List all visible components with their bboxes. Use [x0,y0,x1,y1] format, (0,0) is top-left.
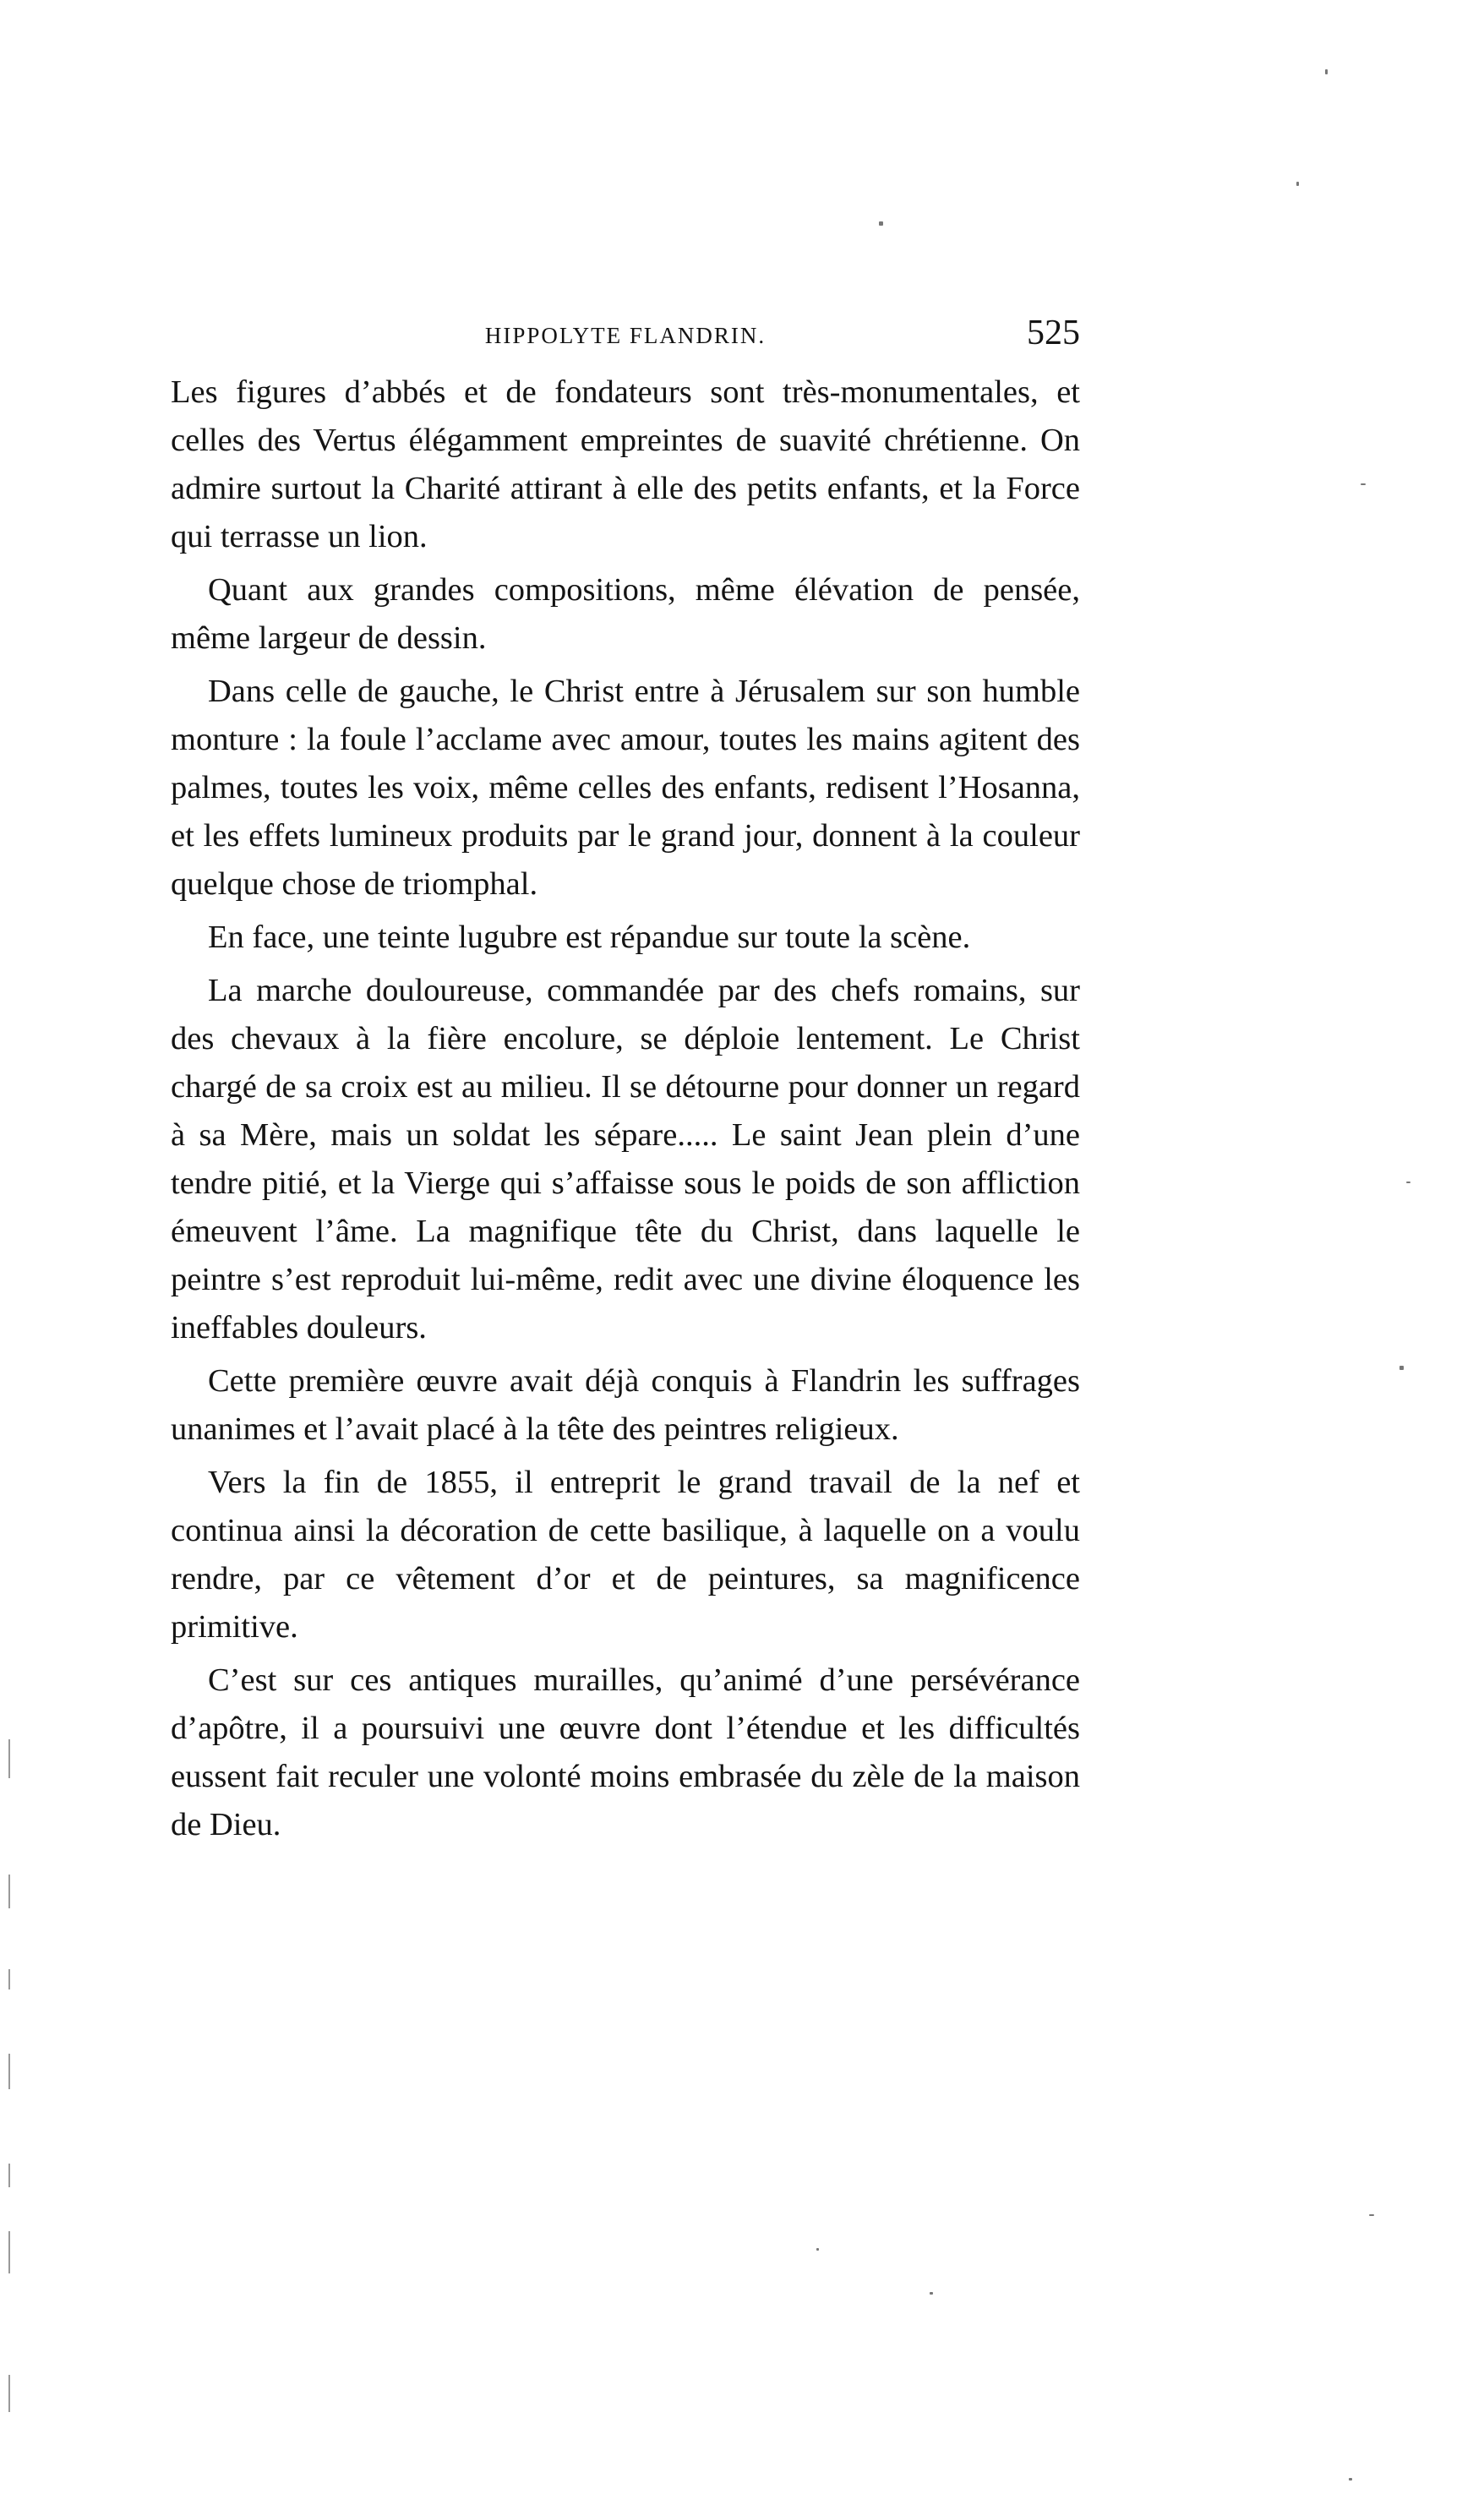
scan-speck [1325,69,1328,74]
scan-speck [1406,1182,1410,1183]
scan-speck [1369,2214,1374,2216]
running-title: HIPPOLYTE FLANDRIN. [484,323,767,348]
paragraph-8: C’est sur ces antiques murailles, qu’animé d’une persévérance d’apôtre, il a poursuivi une œuvre dont l’étendue et les difficultés eussent fait reculer une volonté moins embrasée du zèle de la maison de Dieu. [171,1662,1080,1842]
paragraph-7: Vers la fin de 1855, il entreprit le grand travail de la nef et continua ainsi la décoration de cette basilique, à laquelle on a voulu rendre, par ce vêtement d’or et de peintures, sa magnificence primitive. [171,1465,1080,1645]
scan-edge-mark [8,2375,10,2412]
paragraph-1: Les figures d’abbés et de fondateurs sont très-monumentales, et celles des Vertus élégamment empreintes de suavité chrétienne. On admire surtout la Charité attirant à elle des petits enfants, et la Force qui terrasse un lion. [171,374,1080,554]
scan-speck [1361,483,1366,485]
scan-speck [1296,182,1299,186]
scan-edge-mark [8,1739,10,1778]
paragraph-3: Dans celle de gauche, le Christ entre à Jérusalem sur son humble monture : la foule l’acclame avec amour, toutes les mains agitent des palmes, toutes les voix, même celles des enfants, redisent l’Hosanna, et les effets lumineux produits par le grand jour, donnent à la couleur quelque chose de triomphal. [171,674,1080,902]
paragraph-5: La marche douloureuse, commandée par des chefs romains, sur des chevaux à la fière encolure, se déploie lentement. Le Christ chargé de sa croix est au milieu. Il se détourne pour donner un regard à sa Mère, mais un soldat les sépare..... Le saint Jean plein d’une tendre pitié, et la Vierge qui s’affaisse sous le poids de son affliction émeuvent l’âme. La magnifique tête du Christ, dans laquelle le peintre s’est reproduit lui-même, redit avec une divine éloquence les ineffables douleurs. [171,973,1080,1345]
scan-speck [879,221,883,226]
page-number: 525 [1027,314,1080,352]
scan-edge-mark [8,2054,10,2089]
scan-edge-mark [8,2231,10,2273]
paragraph-2: Quant aux grandes compositions, même élévation de pensée, même largeur de dessin. [171,572,1080,656]
scan-speck [930,2292,933,2295]
scan-speck [1399,1366,1404,1370]
scan-edge-mark [8,1875,10,1908]
scan-edge-mark [8,1969,10,1989]
scan-edge-mark [8,2164,10,2187]
scan-speck [1349,2478,1352,2481]
running-header [171,313,1080,363]
paragraph-6: Cette première œuvre avait déjà conquis à Flandrin les suffrages unanimes et l’avait placé à la tête des peintres religieux. [171,1363,1080,1447]
body-text [171,368,1080,1854]
scan-speck [816,2248,819,2251]
paragraph-4: En face, une teinte lugubre est répandue sur toute la scène. [208,920,971,955]
